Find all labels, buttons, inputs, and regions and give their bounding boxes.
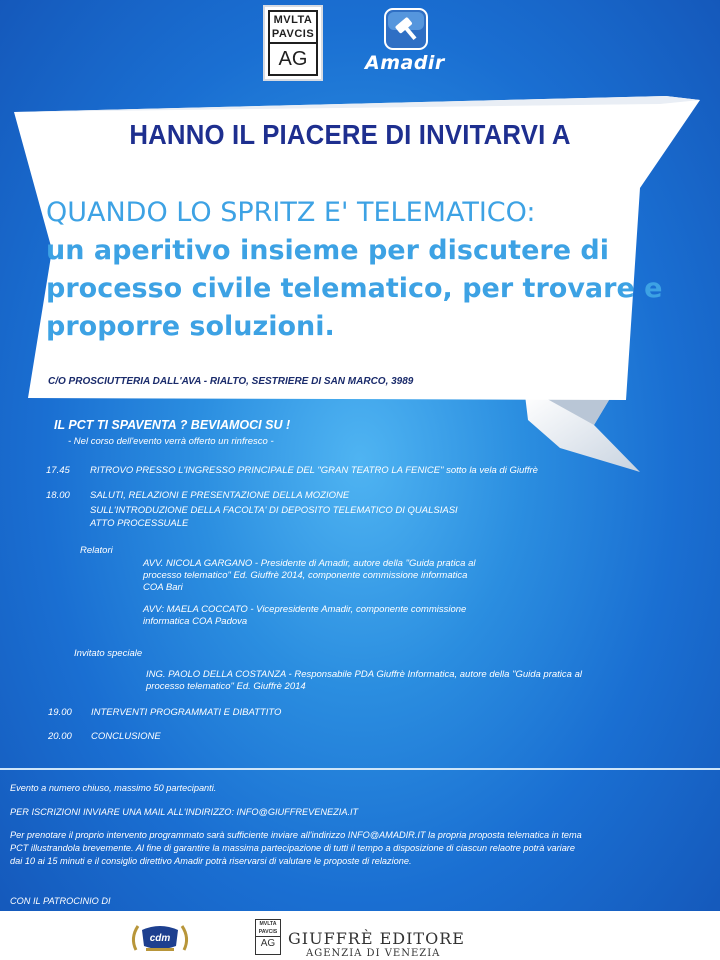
logo-text-ag: AG — [270, 42, 316, 74]
speaker-2-line-2: informatica COA Padova — [143, 616, 248, 627]
title-line-2: un aperitivo insieme per discutere di — [46, 235, 610, 266]
program-item-4: CONCLUSIONE — [91, 731, 161, 742]
patronage-label: CON IL PATROCINIO DI — [10, 896, 111, 906]
program-time-3: 19.00 — [48, 707, 72, 718]
amadir-logo-text: Amadir — [365, 52, 445, 74]
program-item-3: INTERVENTI PROGRAMMATI E DIBATTITO — [91, 707, 282, 718]
event-title — [46, 194, 666, 346]
program-item-2: SALUTI, RELAZIONI E PRESENTAZIONE DELLA MOZIONE — [90, 490, 350, 501]
footer-capacity: Evento a numero chiuso, massimo 50 partecipanti. — [10, 783, 217, 793]
giuffre-editore-name: GIUFFRÈ EDITORE — [288, 929, 465, 948]
title-line-3: processo civile telematico, per trovare e — [46, 273, 663, 304]
footer-paragraph-2: PCT illustrandola brevemente. Al fine di garantire la massima partecipazione di tutti il tempo a disposizione di ciascun relaotre potrà variare — [10, 843, 575, 853]
speaker-2-line-1: AVV: MAELA COCCATO - Vicepresidente Amadir, componente commissione — [143, 604, 467, 615]
footer-registration: PER ISCRIZIONI INVIARE UNA MAIL ALL'INDIRIZZO: INFO@GIUFFREVENEZIA.IT — [10, 807, 359, 817]
venue-address: C/O PROSCIUTTERIA DALL'AVA - RIALTO, SESTRIERE DI SAN MARCO, 3989 — [48, 376, 414, 387]
program-item-1: RITROVO PRESSO L'INGRESSO PRINCIPALE DEL "GRAN TEATRO LA FENICE" sotto la vela di Giuffrè — [90, 465, 538, 476]
title-line-4: proporre soluzioni. — [46, 311, 335, 342]
mvlta-pavcis-logo — [263, 5, 323, 81]
footer-paragraph-1: Per prenotare il proprio intervento programmato sarà sufficiente inviare all'indirizzo INFO@AMADIR.IT la propria proposta telematica in tema — [10, 830, 582, 840]
giuffre-agency-subtitle: AGENZIA DI VENEZIA — [306, 948, 441, 959]
tagline: IL PCT TI SPAVENTA ? BEVIAMOCI SU ! — [54, 418, 291, 432]
cdm-logo — [128, 920, 192, 956]
speakers-label: Relatori — [80, 545, 113, 556]
speaker-1-line-2: processo telematico" Ed. Giuffrè 2014, componente commissione informatica — [143, 570, 468, 581]
cdm-logo-text: cdm — [149, 933, 171, 944]
refreshment-note: - Nel corso dell'evento verrà offerto un rinfresco - — [68, 436, 274, 447]
giuffre-logo-ag: AG — [256, 936, 280, 951]
program-time-1: 17.45 — [46, 465, 70, 476]
giuffre-logo-pavcis: PAVCIS — [258, 928, 278, 935]
program-item-2-line-2: SULL'INTRODUZIONE DELLA FACOLTA' DI DEPOSITO TELEMATICO DI QUALSIASI — [90, 505, 458, 516]
speaker-1-line-1: AVV. NICOLA GARGANO - Presidente di Amadir, autore della "Guida pratica al — [143, 558, 476, 569]
program-item-2-line-3: ATTO PROCESSUALE — [90, 518, 189, 529]
special-guest-line-1: ING. PAOLO DELLA COSTANZA - Responsabile PDA Giuffrè Informatica, autore della "Guida pratica al — [146, 669, 582, 680]
giuffre-logo-mvlta: MVLTA — [259, 921, 277, 927]
speaker-1-line-3: COA Bari — [143, 582, 183, 593]
program-time-2: 18.00 — [46, 490, 70, 501]
special-guest-line-2: processo telematico" Ed. Giuffrè 2014 — [146, 681, 306, 692]
footer-paragraph-3: dai 10 ai 15 minuti e il consiglio direttivo Amadir potrà riservarsi di valutare le proposte di relazione. — [10, 856, 412, 866]
amadir-gavel-icon — [384, 8, 428, 50]
invitation-headline: HANNO IL PIACERE DI INVITARVI A — [129, 119, 571, 150]
title-line-1: QUANDO LO SPRITZ E' TELEMATICO: — [46, 197, 536, 228]
logo-text-pavcis: PAVCIS — [271, 28, 315, 40]
special-guest-label: Invitato speciale — [74, 648, 143, 659]
program-time-4: 20.00 — [48, 731, 72, 742]
section-divider — [0, 768, 720, 770]
logo-text-mvlta: MVLTA — [273, 14, 313, 26]
giuffre-ag-logo — [255, 919, 281, 955]
